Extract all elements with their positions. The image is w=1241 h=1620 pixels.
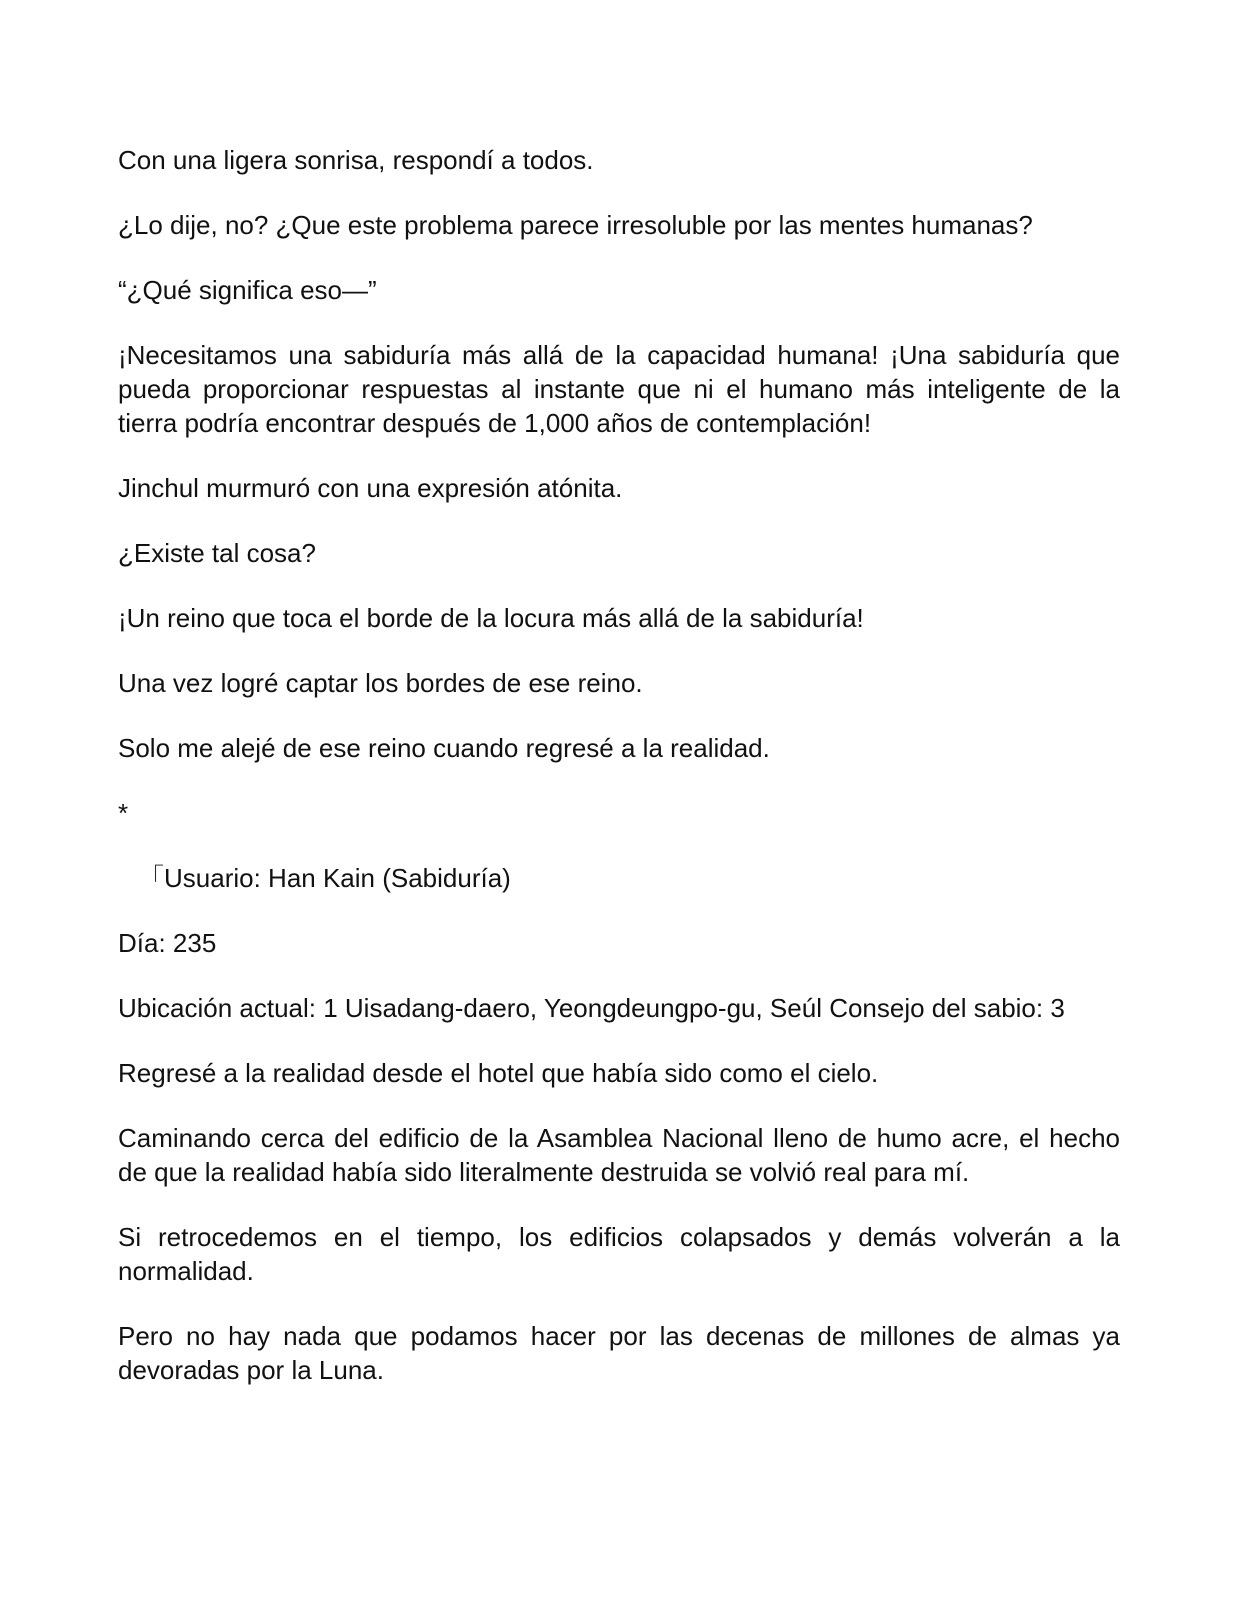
paragraph: ¿Existe tal cosa? (118, 538, 316, 568)
paragraph: Solo me alejé de ese reino cuando regresé a la realidad. (118, 733, 770, 763)
paragraph: ¡Un reino que toca el borde de la locura más allá de la sabiduría! (118, 603, 864, 633)
paragraph: Jinchul murmuró con una expresión atónita. (118, 473, 623, 503)
document-body (118, 143, 1120, 1418)
paragraph: ¿Lo dije, no? ¿Que este problema parece irresoluble por las mentes humanas? (118, 210, 1033, 240)
paragraph: Si retrocedemos en el tiempo, los edificios colapsados y demás volverán a la normalidad. (118, 1222, 1120, 1286)
status-location: Ubicación actual: 1 Uisadang-daero, Yeongdeungpo-gu, Seúl Consejo del sabio: 3 (118, 993, 1065, 1023)
paragraph: Caminando cerca del edificio de la Asamblea Nacional lleno de humo acre, el hecho de que la realidad había sido literalmente destruida se volvió real para mí. (118, 1123, 1120, 1187)
status-window-header: 「Usuario: Han Kain (Sabiduría) (138, 863, 511, 893)
scene-break: * (118, 798, 129, 828)
paragraph: ¡Necesitamos una sabiduría más allá de la capacidad humana! ¡Una sabiduría que pueda proporcionar respuestas al instante que ni el humano más inteligente de la tierra podría encontrar después de 1,000 años de contemplación! (118, 340, 1120, 438)
paragraph: Con una ligera sonrisa, respondí a todos. (118, 145, 594, 175)
paragraph: “¿Qué significa eso—” (118, 275, 377, 305)
paragraph: Pero no hay nada que podamos hacer por las decenas de millones de almas ya devoradas por la Luna. (118, 1321, 1120, 1385)
status-day: Día: 235 (118, 928, 217, 958)
paragraph: Regresé a la realidad desde el hotel que había sido como el cielo. (118, 1058, 879, 1088)
paragraph: Una vez logré captar los bordes de ese reino. (118, 668, 643, 698)
